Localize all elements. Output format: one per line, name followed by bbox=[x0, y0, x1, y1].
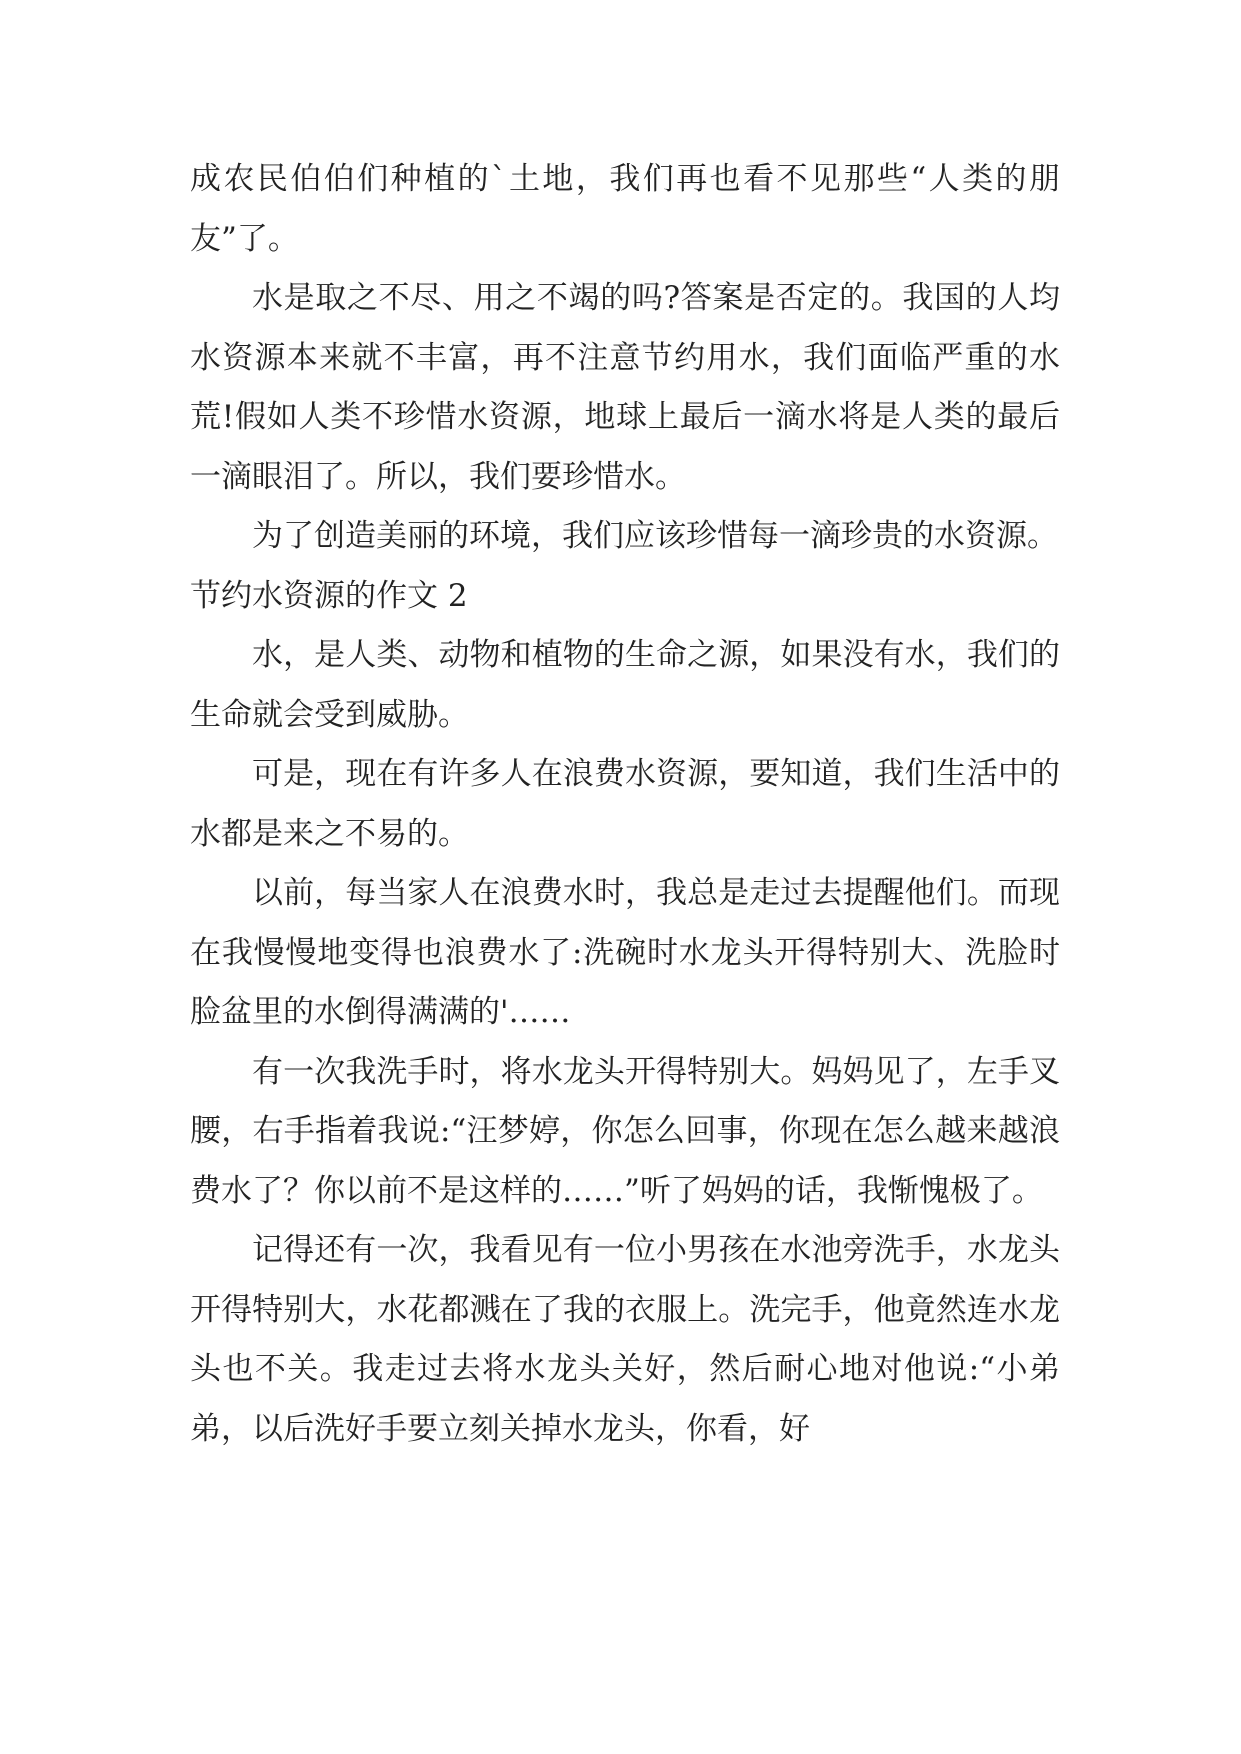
paragraph-4: 水，是人类、动物和植物的生命之源，如果没有水，我们的生命就会受到威胁。 bbox=[190, 637, 1060, 733]
paragraph-2: 水是取之不尽、用之不竭的吗?答案是否定的。我国的人均水资源本来就不丰富，再不注意节约用水，我们面临严重的水荒!假如人类不珍惜水资源，地球上最后一滴水将是人类的最后一滴眼泪了。所以，我们要珍惜水。 bbox=[190, 280, 1060, 495]
paragraph-5: 可是，现在有许多人在浪费水资源，要知道，我们生活中的水都是来之不易的。 bbox=[190, 756, 1060, 852]
paragraph-3: 为了创造美丽的环境，我们应该珍惜每一滴珍贵的水资源。 bbox=[252, 518, 1058, 554]
paragraph-1: 成农民伯伯们种植的`土地，我们再也看不见那些“人类的朋友”了。 bbox=[190, 161, 1060, 257]
document-body bbox=[190, 150, 1060, 1459]
paragraph-7: 有一次我洗手时，将水龙头开得特别大。妈妈见了，左手叉腰，右手指着我说:“汪梦婷，你怎么回事，你现在怎么越来越浪费水了？你以前不是这样的……”听了妈妈的话，我惭愧极了。 bbox=[190, 1053, 1060, 1209]
paragraph-8: 记得还有一次，我看见有一位小男孩在水池旁洗手，水龙头开得特别大，水花都溅在了我的衣服上。洗完手，他竟然连水龙头也不关。我走过去将水龙头关好，然后耐心地对他说:“小弟弟，以后洗好手要立刻关掉水龙头，你看，好 bbox=[190, 1232, 1060, 1447]
section-heading: 节约水资源的作文 2 bbox=[190, 577, 468, 614]
paragraph-6: 以前，每当家人在浪费水时，我总是走过去提醒他们。而现在我慢慢地变得也浪费水了:洗碗时水龙头开得特别大、洗脸时脸盆里的水倒得满满的'…… bbox=[190, 875, 1060, 1030]
